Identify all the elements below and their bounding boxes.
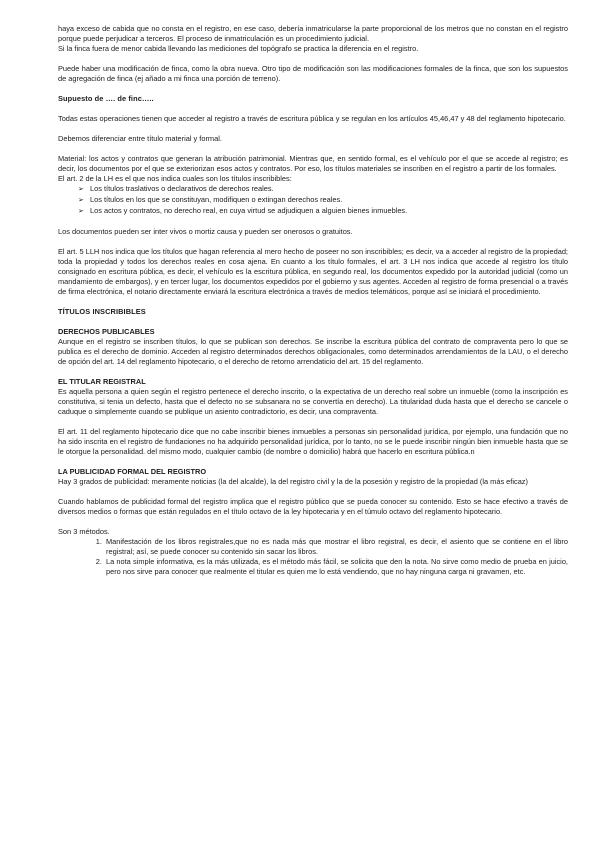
arrow-bullet-icon: ➢ [78, 186, 84, 193]
paragraph-escritura-publica: Todas estas operaciones tienen que acceder al registro a través de escritura pública y se regulan en los artículos 45,46,47 y 48 del reglamento hipotecario. [58, 114, 566, 123]
paragraph-modificacion-finca: Puede haber una modificación de finca, como la obra nueva. Otro tipo de modificación son las modificaciones formales de la finca, que son los supuestos de agregación de finca (ej añado a mi finca una porción de terreno). [58, 64, 568, 83]
document-page [58, 24, 568, 577]
paragraph-metodos: Son 3 métodos. [58, 527, 110, 536]
list-item-text: Los actos y contratos, no derecho real, en cuya virtud se adjudiquen a alguien bienes inmuebles. [90, 206, 408, 215]
heading-supuesto: Supuesto de …. de finc….. [58, 94, 154, 103]
paragraph-art2: El art. 2 de la LH es el que nos indica cuales son los títulos inscribibles: [58, 174, 292, 183]
paragraph-material: Material: los actos y contratos que generan la atribución patrimonial. Mientras que, en sentido formal, es el vehículo por el que se accede al registro; es decir, los documentos por el que se exteriorizan esos actos y contratos. Por eso, los títulos materiales se inscriben en el registro a partir de los formales. [58, 154, 568, 173]
paragraph-menor-cabida: Si la finca fuera de menor cabida llevando las mediciones del topógrafo se practica la diferencia en el registro. [58, 44, 419, 53]
list-item [78, 195, 568, 206]
paragraph-documentos: Los documentos pueden ser inter vivos o mortiz causa y pueden ser onerosos o gratuitos. [58, 227, 353, 236]
titulos-inscribibles-list [58, 184, 568, 217]
paragraph-grados: Hay 3 grados de publicidad: meramente noticias (la del alcalde), la del registro civil y la de la posesión y registro de la propiedad (la más eficaz) [58, 477, 528, 486]
arrow-bullet-icon: ➢ [78, 197, 84, 204]
paragraph-publicidad-formal: Cuando hablamos de publicidad formal del registro implica que el registro público que se pueda conocer su contenido. Esto se hace efectivo a través de diversos medios o formas que están regulados en el título octavo de la ley hipotecaria y en el túmulo octavo del reglamento hipotecario. [58, 497, 568, 516]
paragraph-derechos: Aunque en el registro se inscriben títulos, lo que se publican son derechos. Se inscribe la escritura pública del contrato de compraventa pero lo que se publica es el derecho de dominio. Acceden al registro determinados derechos obligacionales, como determinados arrendamientos de la LAU, o el derecho de opción del art. 14 del reglamento hipotecario, o el derecho de retorno arrendaticio del art. 15 del reglamento. [58, 337, 568, 366]
paragraph-art5: El art. 5 LLH nos indica que los títulos que hagan referencia al mero hecho de poseer no son inscribibles; es decir, va a acceder al registro de la propiedad; toda la propiedad y todos los derechos reales en cosa ajena. En cuanto a los título formales, el art. 3 LH nos indica que accede al registro los título consignado en escritura pública, es decir, el vehículo es la escritura pública, en segundo real, los documentos expedido por la autoridad judicial (como un mandamiento de embargos), y en tercer lugar, los documentos expedidos por el gobierno y sus agentes. Acceden al registro de forma presencial o a través de firma electrónica, el notario directamente enviará la escritura electrónica a través de medios telemáticos, porque así se iniciará el procedimiento. [58, 247, 568, 296]
arrow-bullet-icon: ➢ [78, 208, 84, 215]
paragraph-titular: Es aquella persona a quien según el registro pertenece el derecho inscrito, o la expectativa de un derecho real sobre un inmueble (como la inscripción es constitutiva, si tenia un defecto, hasta que el defecto no se subsanara no se convertía en derecho). La titularidad duda hasta que el derecho se cancele o caduque o simplemente cuando se publique un asiento contradictorio, es decir, una compraventa. [58, 387, 568, 416]
heading-titulos-inscribibles: TÍTULOS INSCRIBIBLES [58, 307, 146, 316]
list-item-text: Los títulos en los que se constituyan, modifiquen o extingan derechos reales. [90, 195, 343, 204]
list-item: 1. Manifestación de los libros registrales,que no es nada más que mostrar el libro registral, es decir, el asiento que se contiene en el libro registral; así, se puede conocer su contenido sin sacar los libros. [104, 537, 568, 557]
list-item-text: Los títulos traslativos o declarativos de derechos reales. [90, 184, 274, 193]
list-item [78, 206, 568, 217]
paragraph-art11: El art. 11 del reglamento hipotecario dice que no cabe inscribir bienes inmuebles a personas sin personalidad jurídica, por ejemplo, una fundación que no ha sido inscrita en el registro de fundaciones no ha adquirido personalidad jurídica, por lo tanto, no se le puede inscribir ningún bien inmueble hasta que se le otorgue la personalidad. del mismo modo, cualquier cambio (de nombre o domicilio) habrá que hacerlo en escritura pública.n [58, 427, 568, 456]
metodos-list [58, 537, 568, 577]
paragraph-titulo-material-formal: Debemos diferenciar entre título material y formal. [58, 134, 222, 143]
list-item [78, 184, 568, 195]
heading-derechos-publicables: DERECHOS PUBLICABLES [58, 327, 155, 336]
paragraph-cabida: haya exceso de cabida que no consta en el registro, en ese caso, debería inmatricularse la parte proporcional de los metros que no constan en el registro porque puede perjudicar a terceros. El proceso de inmatriculación es un procedimiento judicial. [58, 24, 568, 43]
heading-titular-registral: EL TITULAR REGISTRAL [58, 377, 146, 386]
list-item: 2. La nota simple informativa, es la más utilizada, es el método más fácil, se solicita que den la nota. No sirve como medio de prueba en juicio, pero nos sirve para conocer que realmente el titular es quien me lo está vendiendo, que no hay ninguna carga ni gravamen, etc. [104, 557, 568, 577]
heading-publicidad-formal: LA PUBLICIDAD FORMAL DEL REGISTRO [58, 467, 207, 476]
